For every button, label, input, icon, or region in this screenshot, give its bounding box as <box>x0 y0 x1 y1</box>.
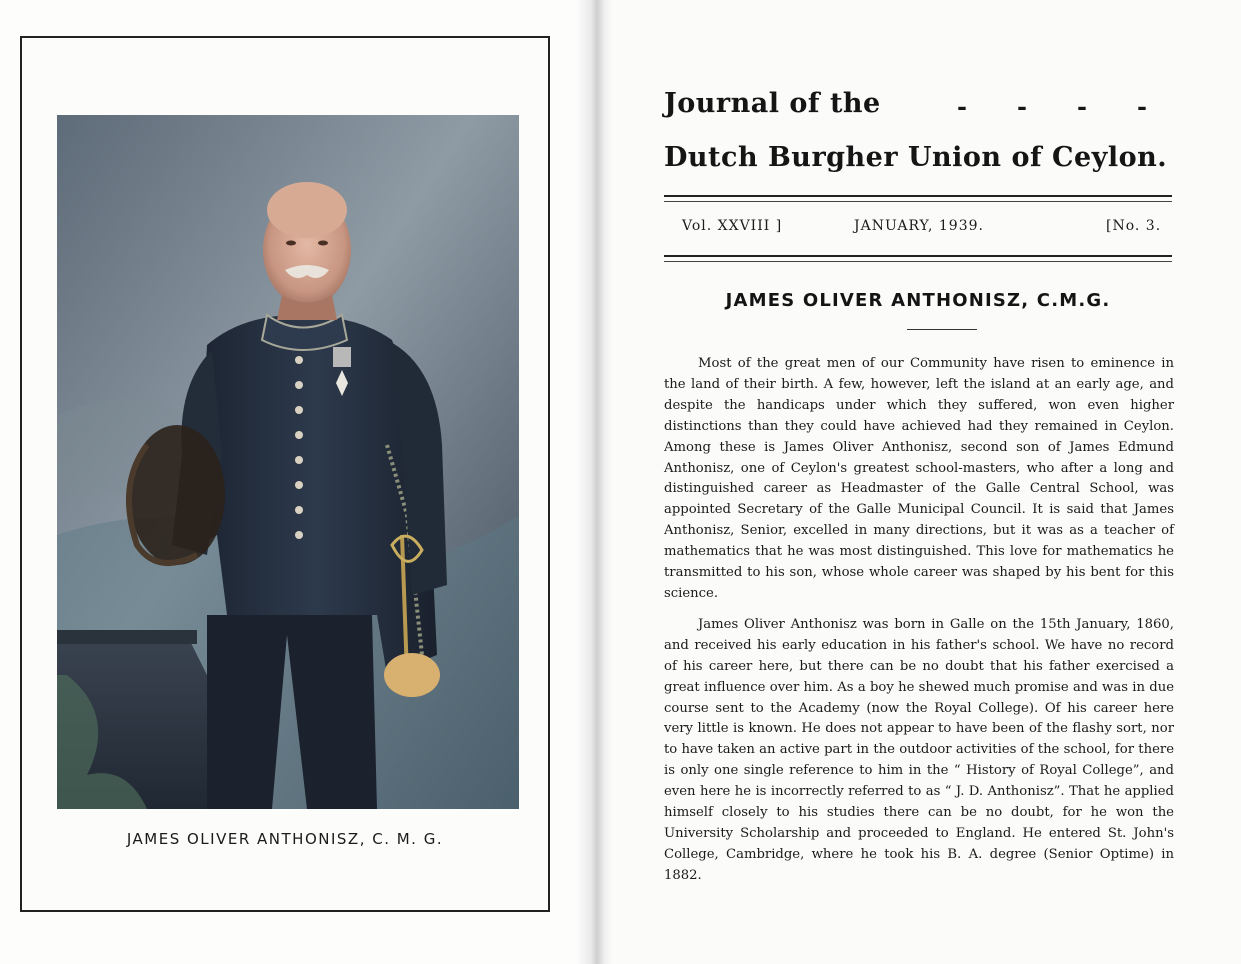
book-gutter <box>575 0 615 964</box>
left-page <box>0 0 590 964</box>
paragraph-1: Most of the great men of our Community have risen to eminence in the land of their birth. A few, however, left the island at an early age, and despite the handicaps under which they suffered, won even higher distinctions than they could have achieved had they remained in Ceylon. Among these is James Oliver Anthonisz, second son of James Edmund Anthonisz, one of Ceylon's greatest school-masters, who after a long and distinguished career as Headmaster of the Galle Central School, was appointed Secretary of the Galle Municipal Council. It is said that James Anthonisz, Senior, excelled in many directions, but it was as a teacher of mathematics that he was most distinguished. This love for mathematics he transmitted to his son, whose whole career was shaped by his bent for this science. <box>664 356 1174 601</box>
volume-label: Vol. XXVIII ] <box>682 218 783 234</box>
dash: - <box>1077 92 1087 121</box>
issue-number: [No. 3. <box>1106 218 1162 234</box>
title-underline <box>907 329 977 330</box>
portrait-illustration <box>57 115 519 809</box>
issue-info-row <box>682 218 1162 238</box>
header-rule-top <box>664 195 1172 202</box>
article-title: JAMES OLIVER ANTHONISZ, C.M.G. <box>725 290 1111 311</box>
right-page <box>612 0 1241 964</box>
journal-title-line1: Journal of the <box>664 88 881 119</box>
dash: - <box>1137 92 1147 121</box>
header-rule-bottom <box>664 255 1172 262</box>
issue-date: JANUARY, 1939. <box>854 218 984 234</box>
journal-title-line2: Dutch Burgher Union of Ceylon. <box>664 142 1168 173</box>
dash: - <box>957 92 967 121</box>
portrait-photo <box>57 115 519 809</box>
title-dashes <box>957 92 1147 121</box>
dash: - <box>1017 92 1027 121</box>
plate-frame <box>20 36 550 912</box>
article-body <box>664 354 1174 897</box>
paragraph-2: James Oliver Anthonisz was born in Galle on the 15th January, 1860, and received his early education in his father's school. We have no record of his career here, but there can be no doubt that his father exercised a great influence over him. As a boy he shewed much promise and was in due course sent to the Academy (now the Royal College). Of his career here very little is known. He does not appear to have been of the flashy sort, nor to have taken an active part in the outdoor activities of the school, for there is only one single reference to him in the “ History of Royal College”, and even here he is incorrectly referred to as “ J. D. Anthonisz”. That he applied himself closely to his studies there can be no doubt, for he won the University Scholarship and proceeded to England. He entered St. John's College, Cambridge, where he took his B. A. degree (Senior Optime) in 1882. <box>664 616 1174 883</box>
plate-caption: JAMES OLIVER ANTHONISZ, C. M. G. <box>126 830 444 848</box>
